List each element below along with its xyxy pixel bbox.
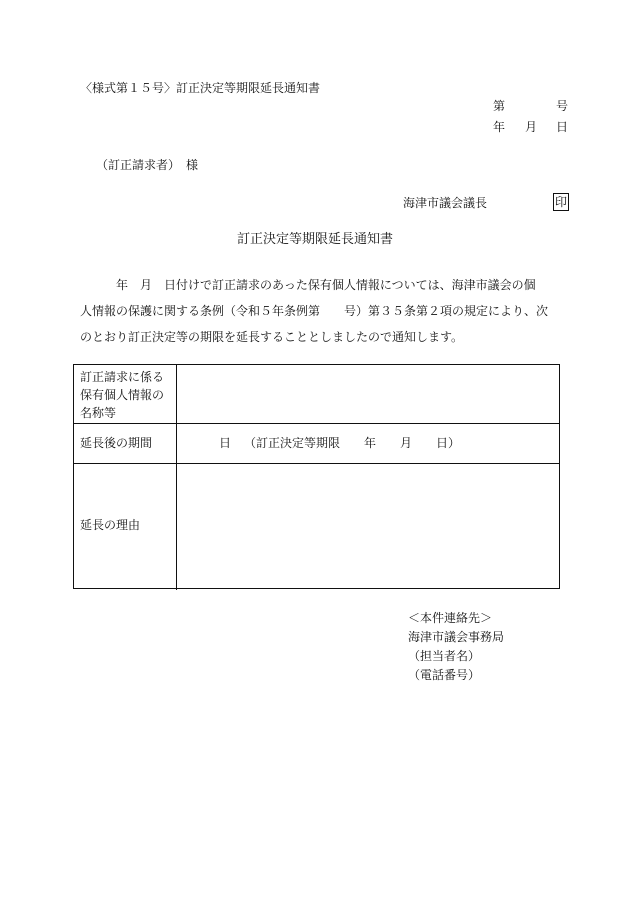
label-extension-reason: 延長の理由 xyxy=(80,518,141,532)
form-label: 〈様式第１５号〉訂正決定等期限延長通知書 xyxy=(80,81,321,95)
label-extension-period: 延長後の期間 xyxy=(80,436,153,450)
label-record-name xyxy=(80,368,164,422)
body-line: 年 月 日付けで訂正請求のあった保有個人情報については、海津市議会の個 xyxy=(80,278,536,292)
body-line: のとおり訂正決定等の期限を延長することとしましたので通知します。 xyxy=(80,330,464,344)
date-day: 日 xyxy=(556,120,569,134)
contact-heading: ＜本件連絡先＞ xyxy=(408,611,493,625)
table-label-cell xyxy=(74,424,177,464)
date-month: 月 xyxy=(525,120,538,134)
value-deadline: （訂正決定等期限 年 月 日） xyxy=(244,436,461,450)
contact-person: （担当者名） xyxy=(408,649,481,663)
table-label-cell xyxy=(74,464,177,590)
date-year: 年 xyxy=(493,120,506,134)
body-paragraph xyxy=(80,272,566,350)
label-line: 名称等 xyxy=(80,406,117,420)
addressee: （訂正請求者） 様 xyxy=(96,158,199,172)
table-row-extension-period xyxy=(74,423,559,464)
document-title: 訂正決定等期限延長通知書 xyxy=(236,232,393,247)
contact-office: 海津市議会事務局 xyxy=(408,630,505,644)
contact-phone: （電話番号） xyxy=(408,668,481,682)
contact-block xyxy=(408,609,504,685)
table-row-extension-reason xyxy=(74,463,559,590)
table-label-cell xyxy=(74,365,177,423)
label-line: 訂正請求に係る xyxy=(80,370,165,384)
document-number-suffix: 号 xyxy=(556,99,569,113)
info-table xyxy=(73,364,560,589)
seal-mark: 印 xyxy=(554,195,567,209)
value-extension-days: 日 xyxy=(219,436,232,450)
body-line: 人情報の保護に関する条例（令和５年条例第 号）第３５条第２項の規定により、次 xyxy=(80,304,549,318)
table-row-record-name xyxy=(74,365,559,423)
document-number-prefix: 第 xyxy=(493,99,506,113)
label-line: 保有個人情報の xyxy=(80,388,165,402)
sender-name: 海津市議会議長 xyxy=(403,196,488,210)
